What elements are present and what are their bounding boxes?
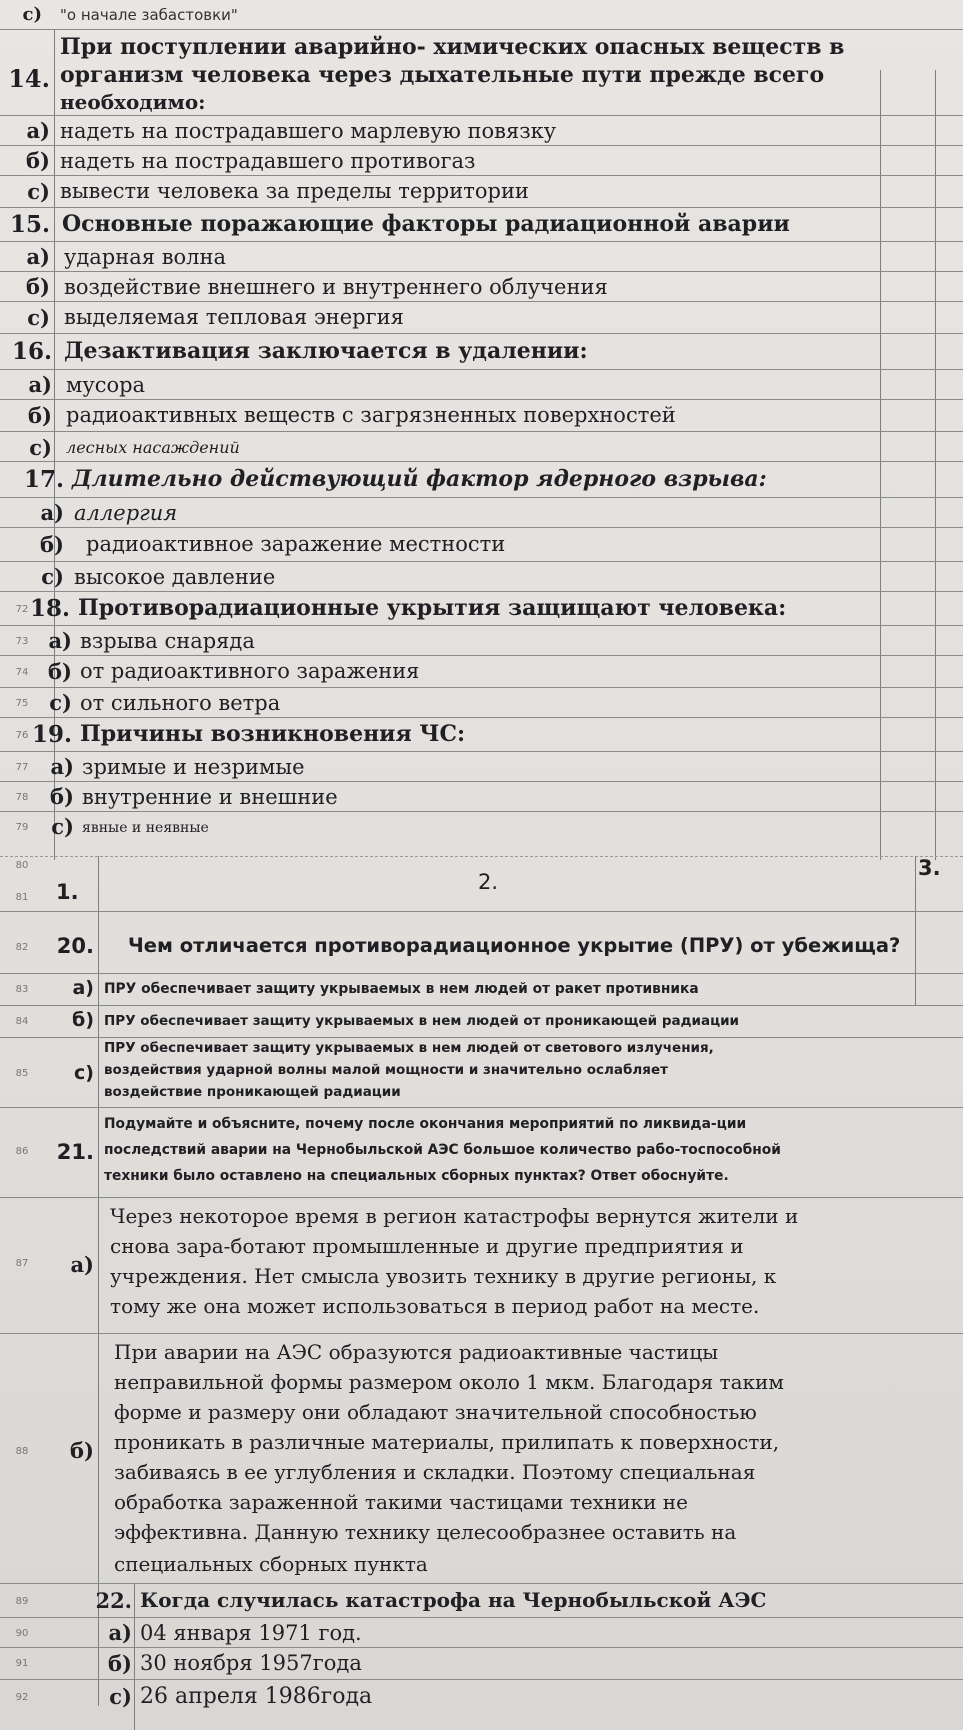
header-text: "о начале забастовки" xyxy=(60,6,238,24)
question-text: Основные поражающие факторы радиационной аварии xyxy=(62,211,790,237)
answer-text: проникать в различные материалы, прилипать к поверхности, xyxy=(114,1430,780,1454)
question-number: 16. xyxy=(11,338,52,365)
answer-text: обработка зараженной такими частицами техники не xyxy=(114,1490,688,1514)
column-header-2: 2. xyxy=(478,870,499,894)
option-letter: б) xyxy=(50,784,74,809)
question-18 xyxy=(0,592,963,626)
answer-row xyxy=(0,626,963,656)
answer-row xyxy=(0,974,963,1006)
option-letter: б) xyxy=(26,148,50,173)
answer-text: специальных сборных пункта xyxy=(114,1552,428,1576)
answer-text: неправильной формы размером около 1 мкм. Благодаря таким xyxy=(114,1370,784,1394)
answer-text: от радиоактивного заражения xyxy=(80,659,420,683)
answer-row xyxy=(0,1006,963,1038)
option-letter: а) xyxy=(26,244,50,269)
answer-text: выделяемая тепловая энергия xyxy=(64,305,404,329)
line-number: 83 xyxy=(15,984,29,995)
answer-row xyxy=(0,432,963,462)
question-text: Длительно действующий фактор ядерного взрыва: xyxy=(72,466,767,492)
answer-text: ПРУ обеспечивает защиту укрываемых в нем людей от проникающей радиации xyxy=(104,1013,740,1029)
option-letter: б) xyxy=(26,274,50,299)
question-19 xyxy=(0,718,963,752)
option-letter: с) xyxy=(29,435,52,460)
answer-text: Через некоторое время в регион катастрофы вернутся жители и xyxy=(110,1204,799,1228)
answer-text: взрыва снаряда xyxy=(80,629,255,653)
line-number: 73 xyxy=(15,636,29,647)
answer-text: тому же она может использоваться в период работ на месте. xyxy=(110,1294,760,1318)
answer-text: ПРУ обеспечивает защиту укрываемых в нем людей от светового излучения, xyxy=(104,1040,714,1056)
answer-text: При аварии на АЭС образуются радиоактивные частицы xyxy=(114,1340,719,1364)
option-letter: б) xyxy=(28,403,52,428)
answer-text: от сильного ветра xyxy=(80,691,281,715)
answer-text: 26 апреля 1986года xyxy=(140,1684,373,1709)
answer-row xyxy=(0,272,963,302)
option-letter: с) xyxy=(74,1062,94,1084)
answer-text: мусора xyxy=(66,373,146,397)
answer-row xyxy=(0,1680,963,1730)
answer-text: забиваясь в ее углубления и складки. Поэтому специальная xyxy=(114,1460,756,1484)
answer-text: зримые и незримые xyxy=(82,755,305,779)
question-text: Дезактивация заключается в удалении: xyxy=(64,338,588,364)
question-text: последствий аварии на Чернобыльской АЭС большое количество рабо-тоспособной xyxy=(104,1142,781,1158)
grid-line xyxy=(134,1584,135,1730)
answer-text: аллергия xyxy=(74,501,178,525)
answer-row xyxy=(0,812,963,842)
line-number: 75 xyxy=(15,698,29,709)
answer-row xyxy=(0,562,963,592)
question-text: Причины возникновения ЧС: xyxy=(80,721,466,747)
answer-text: радиоактивных веществ с загрязненных поверхностей xyxy=(66,403,676,427)
option-letter: а) xyxy=(28,372,52,397)
line-number: 74 xyxy=(15,667,29,678)
answer-text: ударная волна xyxy=(64,245,227,269)
line-number: 87 xyxy=(15,1258,29,1269)
question-text: организм человека через дыхательные пути прежде всего xyxy=(60,62,825,88)
table-header-row xyxy=(0,856,963,912)
option-letter: с) xyxy=(27,305,50,330)
answer-row xyxy=(0,1198,963,1334)
question-number: 18. xyxy=(30,595,71,622)
header-row xyxy=(0,0,963,30)
option-letter: а) xyxy=(108,1620,132,1645)
option-letter: б) xyxy=(72,1009,94,1031)
line-number: 91 xyxy=(15,1658,29,1669)
answer-text: радиоактивное заражение местности xyxy=(86,532,506,556)
option-letter: б) xyxy=(48,659,72,684)
answer-row xyxy=(0,1038,963,1108)
line-number: 85 xyxy=(15,1068,29,1079)
answer-row xyxy=(0,176,963,208)
answer-row xyxy=(0,498,963,528)
answer-text: снова зара-ботают промышленные и другие предприятия и xyxy=(110,1234,744,1258)
answer-row xyxy=(0,1618,963,1648)
question-17 xyxy=(0,462,963,498)
answer-row xyxy=(0,656,963,688)
question-number: 15. xyxy=(9,211,50,238)
option-letter: с) xyxy=(27,179,50,204)
answer-row xyxy=(0,528,963,562)
answer-row xyxy=(0,146,963,176)
answer-text: воздействия ударной волны малой мощности и значительно ослабляет xyxy=(104,1062,668,1078)
line-number: 90 xyxy=(15,1628,29,1639)
question-number: 22. xyxy=(95,1588,132,1613)
option-letter: а) xyxy=(26,118,50,143)
option-letter: а) xyxy=(48,628,72,653)
question-text: Когда случилась катастрофа на Чернобыльской АЭС xyxy=(140,1588,767,1612)
line-number: 72 xyxy=(15,604,29,615)
question-text: Подумайте и объясните, почему после окончания мероприятий по ликвида-ции xyxy=(104,1116,747,1132)
question-number: 19. xyxy=(31,721,72,748)
answer-text: внутренние и внешние xyxy=(82,785,338,809)
line-number: 84 xyxy=(15,1016,29,1027)
question-number: 20. xyxy=(56,934,94,958)
option-letter: с) xyxy=(109,1684,132,1709)
question-text: Противорадиационные укрытия защищают человека: xyxy=(78,595,787,621)
answer-text: ПРУ обеспечивает защиту укрываемых в нем людей от ракет противника xyxy=(104,981,699,997)
option-letter: а) xyxy=(70,1252,94,1277)
answer-text: явные и неявные xyxy=(82,820,209,836)
answer-text: форме и размеру они обладают значительной способностью xyxy=(114,1400,757,1424)
question-text: необходимо: xyxy=(60,90,206,114)
answer-text: эффективна. Данную технику целесообразнее оставить на xyxy=(114,1520,737,1544)
answer-row xyxy=(0,302,963,334)
line-number: 79 xyxy=(15,822,29,833)
line-number: 88 xyxy=(15,1446,29,1457)
line-number: 92 xyxy=(15,1692,29,1703)
answer-row xyxy=(0,782,963,812)
answer-row xyxy=(0,1334,963,1584)
answer-row xyxy=(0,116,963,146)
line-number: 89 xyxy=(15,1596,29,1607)
answer-text: 04 января 1971 год. xyxy=(140,1621,362,1645)
answer-row xyxy=(0,370,963,400)
option-letter: а) xyxy=(50,754,74,779)
option-letter: а) xyxy=(72,977,94,999)
option-letter: c) xyxy=(22,4,42,25)
line-number: 78 xyxy=(15,792,29,803)
question-text: Чем отличается противорадиационное укрытие (ПРУ) от убежища? xyxy=(128,934,901,957)
answer-text: воздействие внешнего и внутреннего облучения xyxy=(64,275,608,299)
question-text: При поступлении аварийно- химических опасных веществ в xyxy=(60,34,845,60)
answer-text: надеть на пострадавшего марлевую повязку xyxy=(60,119,557,143)
question-number: 17. xyxy=(23,466,64,493)
option-letter: б) xyxy=(108,1651,132,1676)
answer-text: учреждения. Нет смысла увозить технику в другие регионы, к xyxy=(110,1264,777,1288)
line-number: 76 xyxy=(15,730,29,741)
question-16 xyxy=(0,334,963,370)
line-number: 86 xyxy=(15,1146,29,1157)
option-letter: с) xyxy=(49,690,72,715)
question-15 xyxy=(0,208,963,242)
question-20 xyxy=(0,912,963,974)
column-header-3: 3. xyxy=(918,856,941,880)
answer-text: 30 ноября 1957года xyxy=(140,1651,362,1675)
option-letter: б) xyxy=(40,532,64,557)
answer-text: надеть на пострадавшего противогаз xyxy=(60,149,476,173)
line-number: 81 xyxy=(15,892,29,903)
answer-row xyxy=(0,688,963,718)
column-header-1: 1. xyxy=(56,880,79,904)
answer-row xyxy=(0,242,963,272)
option-letter: с) xyxy=(51,814,74,839)
question-21 xyxy=(0,1108,963,1198)
line-number: 80 xyxy=(15,860,29,871)
answer-text: высокое давление xyxy=(74,565,276,589)
answer-row xyxy=(0,1648,963,1680)
question-14 xyxy=(0,30,963,116)
answer-text: воздействие проникающей радиации xyxy=(104,1084,401,1100)
line-number: 77 xyxy=(15,762,29,773)
answer-text: лесных насаждений xyxy=(66,438,240,457)
question-number: 21. xyxy=(56,1140,94,1164)
answer-row xyxy=(0,752,963,782)
option-letter: б) xyxy=(70,1438,94,1463)
line-number: 82 xyxy=(15,942,29,953)
answer-row xyxy=(0,400,963,432)
option-letter: с) xyxy=(41,564,64,589)
question-number: 14. xyxy=(8,64,50,93)
answer-text: вывести человека за пределы территории xyxy=(60,179,529,203)
option-letter: а) xyxy=(40,500,64,525)
question-text: техники было оставлено на специальных сборных пунктах? Ответ обоснуйте. xyxy=(104,1168,729,1184)
question-22 xyxy=(0,1584,963,1618)
